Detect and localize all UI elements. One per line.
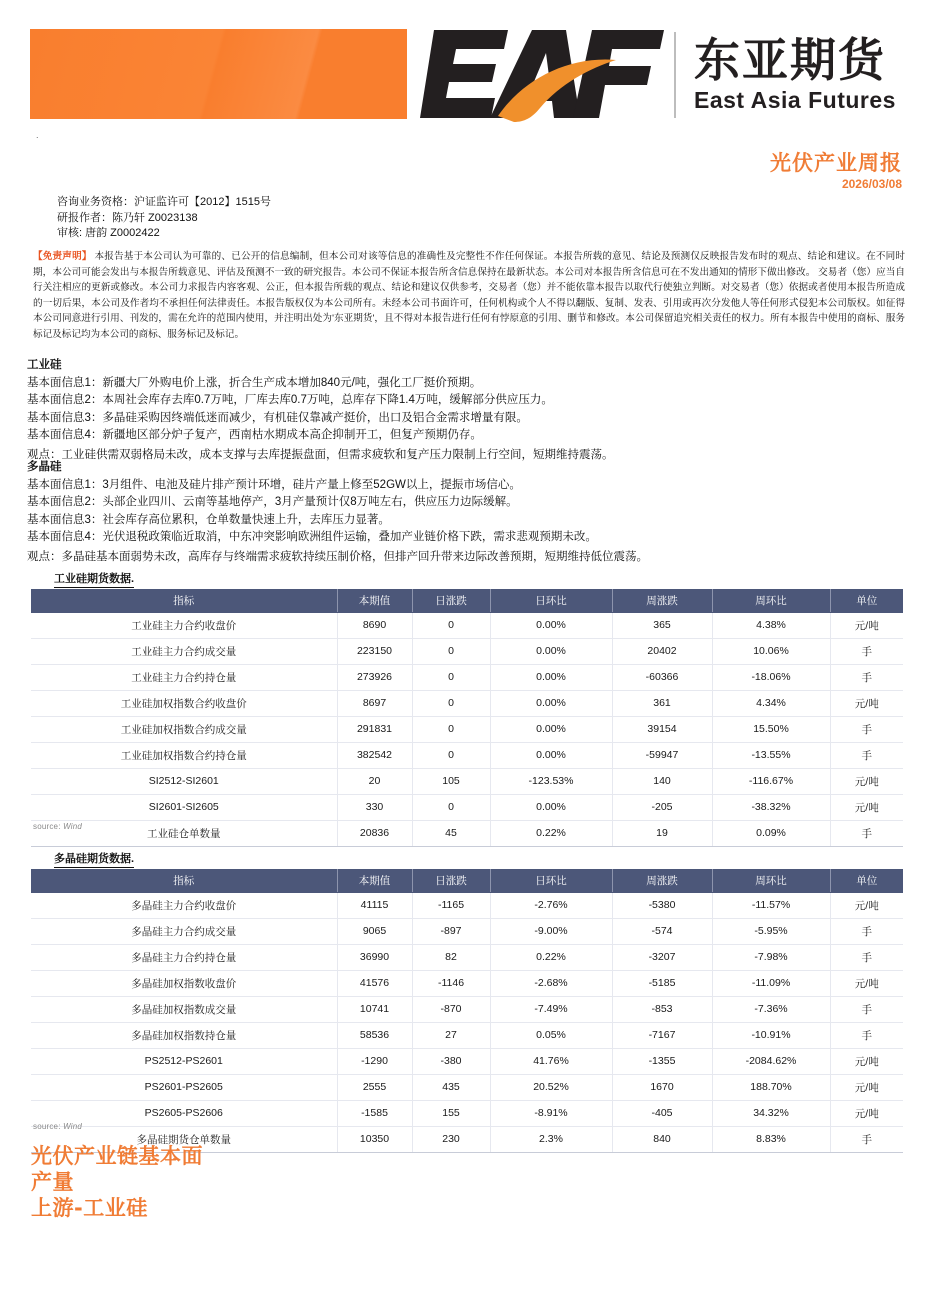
data-cell: 330 [337, 794, 412, 820]
data-cell: -2.76% [490, 892, 612, 918]
page-header [0, 0, 930, 150]
data-cell: -9.00% [490, 918, 612, 944]
data-cell: 840 [612, 1126, 712, 1152]
table-row [31, 1074, 903, 1100]
table-body [31, 892, 903, 1152]
data-cell: 435 [412, 1074, 490, 1100]
report-date: 2026/03/08 [841, 177, 902, 192]
stray-dot-mark: . [36, 130, 39, 140]
data-cell: 手 [830, 1022, 903, 1048]
row-label-cell: 多晶硅加权指数收盘价 [31, 970, 337, 996]
column-header: 本期值 [337, 869, 412, 892]
data-cell: -1165 [412, 892, 490, 918]
data-cell: -1585 [337, 1100, 412, 1126]
data-cell: 手 [830, 742, 903, 768]
disclaimer-tag: 【免责声明】 [33, 251, 92, 262]
data-cell: -853 [612, 996, 712, 1022]
row-label-cell: PS2601-PS2605 [31, 1074, 337, 1100]
data-cell: 元/吨 [830, 768, 903, 794]
data-cell: -123.53% [490, 768, 612, 794]
table-row [31, 638, 903, 664]
table-row [31, 996, 903, 1022]
section-bullet: 基本面信息1：3月组件、电池及硅片排产预计环增，硅片产量上修至52GW以上，提振市场信心。 [27, 478, 521, 491]
data-cell: -5185 [612, 970, 712, 996]
table-row [31, 892, 903, 918]
data-cell: 155 [412, 1100, 490, 1126]
data-cell: 20.52% [490, 1074, 612, 1100]
data-cell: 元/吨 [830, 690, 903, 716]
brand-logo [420, 22, 896, 127]
brand-name-cn: 东亚期货 [694, 33, 886, 87]
data-cell: 41115 [337, 892, 412, 918]
data-cell: -1290 [337, 1048, 412, 1074]
data-cell: 273926 [337, 664, 412, 690]
column-header: 日环比 [490, 589, 612, 612]
data-cell: 223150 [337, 638, 412, 664]
column-header: 指标 [31, 869, 337, 892]
data-cell: -7.98% [712, 944, 830, 970]
orange-banner-block [30, 29, 407, 119]
data-cell: 4.38% [712, 612, 830, 638]
table-row [31, 664, 903, 690]
row-label-cell: 工业硅主力合约收盘价 [31, 612, 337, 638]
page-title: 光伏产业周报 [770, 151, 902, 175]
row-label-cell: SI2601-SI2605 [31, 794, 337, 820]
table-row [31, 716, 903, 742]
row-label-cell: 工业硅加权指数合约持仓量 [31, 742, 337, 768]
data-cell: 9065 [337, 918, 412, 944]
table-row [31, 612, 903, 638]
data-cell: 手 [830, 1126, 903, 1152]
source-label: source: [33, 1122, 61, 1131]
data-cell: -870 [412, 996, 490, 1022]
data-cell: -38.32% [712, 794, 830, 820]
section-bullet: 基本面信息4：光伏退税政策临近取消，中东冲突影响欧洲组件运输，叠加产业链价格下跌，需求悲观预期未改。 [27, 531, 597, 543]
bottom-heading-2: 产量 [31, 1170, 74, 1194]
data-cell: 188.70% [712, 1074, 830, 1100]
data-cell: -8.91% [490, 1100, 612, 1126]
section-bullet: 基本面信息3：多晶硅采购因终端低迷而减少，有机硅仅靠减产挺价，出口及铝合金需求增量有限。 [27, 411, 528, 424]
reviewer-line: 审核: 唐韵 Z0002422 [57, 227, 160, 239]
data-cell: 20402 [612, 638, 712, 664]
section-polysilicon [27, 459, 648, 566]
data-cell: 元/吨 [830, 794, 903, 820]
row-label-cell: PS2605-PS2606 [31, 1100, 337, 1126]
table-row [31, 970, 903, 996]
data-cell: 10350 [337, 1126, 412, 1152]
data-cell: 0.05% [490, 1022, 612, 1048]
data-cell: -10.91% [712, 1022, 830, 1048]
credentials-block [57, 195, 271, 242]
row-label-cell: 工业硅主力合约成交量 [31, 638, 337, 664]
data-cell: 291831 [337, 716, 412, 742]
data-cell: 0 [412, 742, 490, 768]
row-label-cell: 工业硅主力合约持仓量 [31, 664, 337, 690]
table-row [31, 1100, 903, 1126]
row-label-cell: 多晶硅主力合约持仓量 [31, 944, 337, 970]
table-row [31, 768, 903, 794]
data-cell: 27 [412, 1022, 490, 1048]
eaf-logo-icon [420, 22, 670, 127]
source-name: Wind [63, 822, 83, 831]
source-note-1 [33, 822, 82, 831]
data-cell: -2084.62% [712, 1048, 830, 1074]
data-cell: 0.22% [490, 944, 612, 970]
data-cell: 0.00% [490, 612, 612, 638]
source-name: Wind [63, 1122, 83, 1131]
row-label-cell: 多晶硅加权指数成交量 [31, 996, 337, 1022]
bottom-heading-1: 光伏产业链基本面 [31, 1144, 203, 1168]
row-label-cell: SI2512-SI2601 [31, 768, 337, 794]
data-cell: 手 [830, 716, 903, 742]
data-cell: 34.32% [712, 1100, 830, 1126]
data-cell: 元/吨 [830, 970, 903, 996]
section-bullet: 基本面信息4：新疆地区部分炉子复产，西南枯水期成本高企抑制开工，但复产预期仍存。 [27, 429, 482, 441]
disclaimer-body: 本报告基于本公司认为可靠的、已公开的信息编制，但本公司对该等信息的准确性及完整性不作任何保证。本报告所载的意见、结论及预测仅反映报告发布时的观点、结论和建议。在不同时期，本公司可能会发出与本报告所载意见、评估及预测不一致的研究报告。本公司不保证本报告所含信息保持在最新状态。本公司对本报告所含信息可在不发出通知的情形下做出修改。 交易者（您）应当自行关注相应的更新或修改。本公司力求报告内容客观、公正，但本报告所载的观点、结论和建议仅供参考，交易者（您）并不能依靠本报告以取代行使独立判断。对交易者（您）依据或者使用本报告所造成的一切后果，本公司及作者均不承担任何法律责任。本报告版权仅为本公司所有。未经本公司书面许可，任何机构或个人不得以翻版、复制、发表、引用或再次分发他人等任何形式侵犯本公司版权。如征得本公司同意进行引用、刊发的，需在允许的范围内使用，并注明出处为'东亚期货'，且不得对本报告进行任何有悖原意的引用、删节和修改。本公司保留追究相关责任的权力。所有本报告中使用的商标、服务标记及标记均为本公司的商标、服务标记及标记。 [33, 251, 905, 340]
source-label: source: [33, 822, 61, 831]
data-cell: -5.95% [712, 918, 830, 944]
data-cell: 10.06% [712, 638, 830, 664]
data-cell: 365 [612, 612, 712, 638]
data-cell: -60366 [612, 664, 712, 690]
data-cell: 2555 [337, 1074, 412, 1100]
row-label-cell: PS2512-PS2601 [31, 1048, 337, 1074]
data-cell: 元/吨 [830, 1048, 903, 1074]
table-row [31, 742, 903, 768]
data-cell: 1670 [612, 1074, 712, 1100]
disclaimer-block [33, 249, 905, 343]
data-cell: -18.06% [712, 664, 830, 690]
column-header: 单位 [830, 589, 903, 612]
data-cell: 230 [412, 1126, 490, 1152]
data-cell: 0.00% [490, 664, 612, 690]
column-header: 日环比 [490, 869, 612, 892]
bottom-heading-3: 上游-工业硅 [31, 1196, 148, 1220]
data-cell: 45 [412, 820, 490, 846]
table-caption-polysilicon: 多晶硅期货数据. [54, 853, 134, 868]
data-cell: -116.67% [712, 768, 830, 794]
qualification-line: 咨询业务资格：沪证监许可【2012】1515号 [57, 196, 271, 208]
source-note-2 [33, 1122, 82, 1131]
row-label-cell: 多晶硅主力合约成交量 [31, 918, 337, 944]
data-cell: 0 [412, 794, 490, 820]
data-cell: 0.00% [490, 716, 612, 742]
data-cell: -380 [412, 1048, 490, 1074]
column-header: 日涨跌 [412, 869, 490, 892]
data-cell: 10741 [337, 996, 412, 1022]
table-body [31, 612, 903, 846]
table-row [31, 918, 903, 944]
data-cell: 140 [612, 768, 712, 794]
data-cell: -7167 [612, 1022, 712, 1048]
polysilicon-futures-table [31, 869, 903, 1153]
data-cell: 元/吨 [830, 612, 903, 638]
data-cell: 82 [412, 944, 490, 970]
data-cell: 0.09% [712, 820, 830, 846]
column-header: 单位 [830, 869, 903, 892]
data-cell: 0 [412, 690, 490, 716]
data-cell: -1146 [412, 970, 490, 996]
data-cell: -205 [612, 794, 712, 820]
data-cell: 0 [412, 664, 490, 690]
data-cell: 41576 [337, 970, 412, 996]
data-cell: 4.34% [712, 690, 830, 716]
table-row [31, 1048, 903, 1074]
data-cell: 15.50% [712, 716, 830, 742]
data-cell: 39154 [612, 716, 712, 742]
row-label-cell: 多晶硅期货仓单数量 [31, 1126, 337, 1152]
section-title: 工业硅 [27, 359, 62, 371]
data-cell: 0.00% [490, 638, 612, 664]
table-row [31, 690, 903, 716]
row-label-cell: 多晶硅主力合约收盘价 [31, 892, 337, 918]
data-cell: -574 [612, 918, 712, 944]
row-label-cell: 工业硅加权指数合约收盘价 [31, 690, 337, 716]
data-cell: -5380 [612, 892, 712, 918]
data-cell: 361 [612, 690, 712, 716]
data-cell: -11.57% [712, 892, 830, 918]
data-cell: 手 [830, 944, 903, 970]
table-row [31, 820, 903, 846]
author-line: 研报作者：陈乃轩 Z0023138 [57, 211, 198, 224]
brand-name-en: East Asia Futures [694, 87, 896, 113]
section-bullet: 基本面信息3：社会库存高位累积，仓单数量快速上升，去库压力显著。 [27, 513, 390, 526]
column-header: 周涨跌 [612, 589, 712, 612]
section-viewpoint: 观点：多晶硅基本面弱势未改，高库存与终端需求疲软持续压制价格，但排产回升带来边际改善预期，短期维持低位震荡。 [27, 550, 648, 563]
table-row [31, 1022, 903, 1048]
data-cell: 36990 [337, 944, 412, 970]
data-cell: 手 [830, 664, 903, 690]
data-cell: 0 [412, 716, 490, 742]
data-cell: -2.68% [490, 970, 612, 996]
data-cell: 0.00% [490, 794, 612, 820]
data-cell: 手 [830, 638, 903, 664]
table-row [31, 794, 903, 820]
section-industrial-silicon [27, 357, 614, 464]
industrial-silicon-futures-table [31, 589, 903, 847]
table-header-row [31, 869, 903, 892]
brand-divider [674, 32, 676, 118]
data-cell: 手 [830, 918, 903, 944]
data-cell: 41.76% [490, 1048, 612, 1074]
column-header: 周涨跌 [612, 869, 712, 892]
section-title: 多晶硅 [27, 461, 62, 473]
row-label-cell: 工业硅加权指数合约成交量 [31, 716, 337, 742]
table-header-row [31, 589, 903, 612]
column-header: 周环比 [712, 589, 830, 612]
data-cell: 8690 [337, 612, 412, 638]
data-cell: -11.09% [712, 970, 830, 996]
section-bullet: 基本面信息1：新疆大厂外购电价上涨，折合生产成本增加840元/吨，强化工厂挺价预期。 [27, 376, 482, 389]
data-cell: 元/吨 [830, 1074, 903, 1100]
data-cell: 手 [830, 996, 903, 1022]
table-caption-industrial-silicon: 工业硅期货数据. [54, 573, 134, 588]
data-cell: 20836 [337, 820, 412, 846]
data-cell: 8697 [337, 690, 412, 716]
data-cell: 0 [412, 612, 490, 638]
data-cell: 0.22% [490, 820, 612, 846]
data-cell: 0.00% [490, 690, 612, 716]
data-cell: 382542 [337, 742, 412, 768]
data-cell: -7.36% [712, 996, 830, 1022]
data-cell: 元/吨 [830, 892, 903, 918]
section-bullet: 基本面信息2：本周社会库存去库0.7万吨，厂库去库0.7万吨，总库存下降1.4万吨，缓解部分供应压力。 [27, 394, 553, 406]
table-row [31, 944, 903, 970]
data-cell: -13.55% [712, 742, 830, 768]
data-cell: 元/吨 [830, 1100, 903, 1126]
data-cell: 20 [337, 768, 412, 794]
data-cell: -897 [412, 918, 490, 944]
data-cell: -405 [612, 1100, 712, 1126]
section-viewpoint: 观点：工业硅供需双弱格局未改，成本支撑与去库提振盘面，但需求疲软和复产压力限制上行空间，短期维持震荡。 [27, 448, 614, 461]
column-header: 本期值 [337, 589, 412, 612]
row-label-cell: 多晶硅加权指数持仓量 [31, 1022, 337, 1048]
data-cell: 58536 [337, 1022, 412, 1048]
data-cell: -7.49% [490, 996, 612, 1022]
data-cell: 8.83% [712, 1126, 830, 1152]
section-bullet: 基本面信息2：头部企业四川、云南等基地停产，3月产量预计仅8万吨左右，供应压力边际缓解。 [27, 496, 518, 508]
data-cell: 0.00% [490, 742, 612, 768]
report-title-block [770, 152, 902, 190]
data-cell: -3207 [612, 944, 712, 970]
data-cell: 0 [412, 638, 490, 664]
data-cell: 19 [612, 820, 712, 846]
data-cell: 手 [830, 820, 903, 846]
column-header: 指标 [31, 589, 337, 612]
data-cell: -1355 [612, 1048, 712, 1074]
column-header: 日涨跌 [412, 589, 490, 612]
data-cell: 2.3% [490, 1126, 612, 1152]
data-cell: -59947 [612, 742, 712, 768]
data-cell: 105 [412, 768, 490, 794]
row-label-cell: 工业硅仓单数量 [31, 820, 337, 846]
bottom-headings-block [31, 1143, 203, 1221]
column-header: 周环比 [712, 869, 830, 892]
